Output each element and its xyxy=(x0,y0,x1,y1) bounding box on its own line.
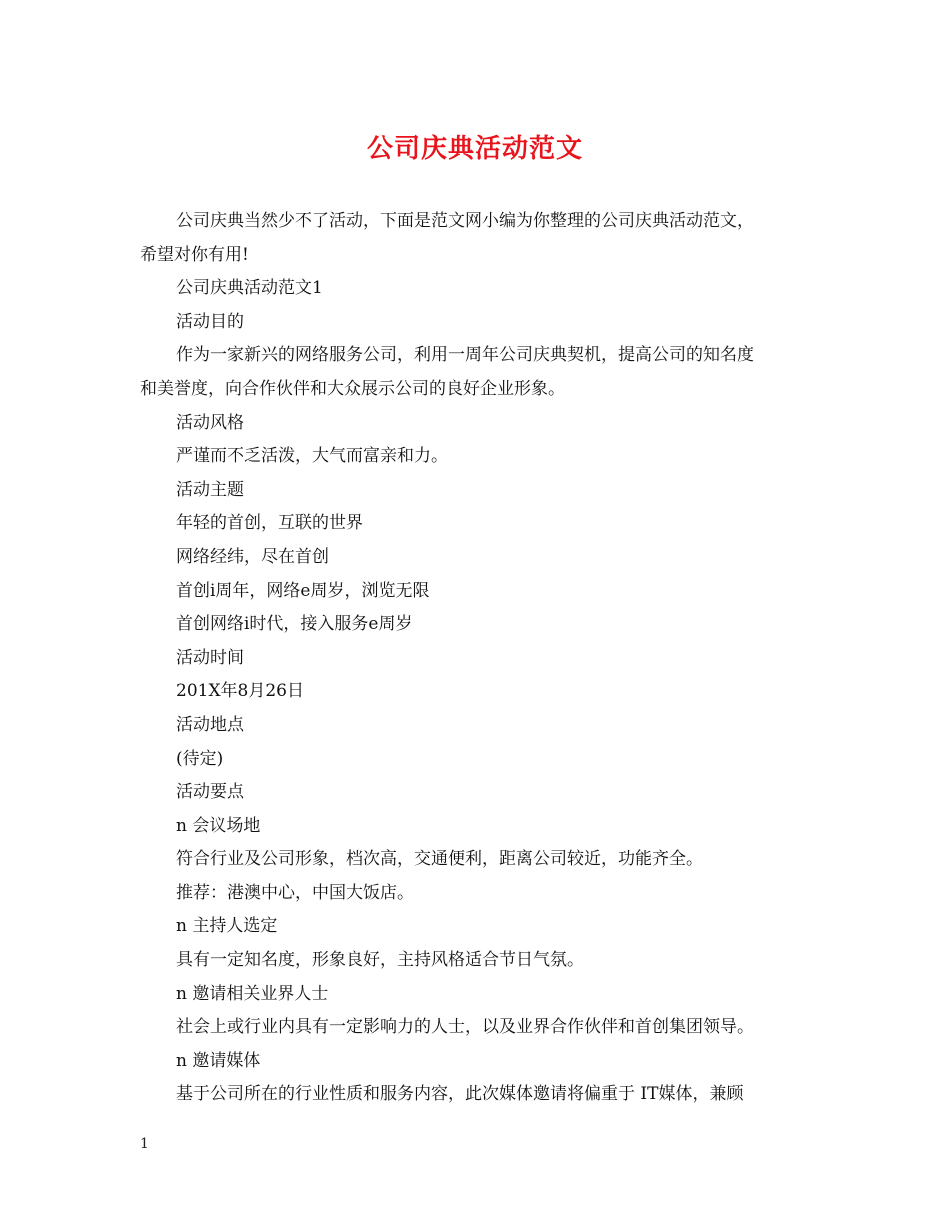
paragraph-line: 首创i周年，网络e周岁，浏览无限 xyxy=(176,580,430,601)
paragraph-line: 公司庆典当然少不了活动，下面是范文网小编为你整理的公司庆典活动范文， xyxy=(176,211,754,231)
subheading: 活动时间 xyxy=(176,647,244,668)
subheading: 活动主题 xyxy=(176,479,244,500)
paragraph-line: 推荐：港澳中心，中国大饭店。 xyxy=(176,882,414,903)
document-body xyxy=(140,205,812,1112)
paragraph-line: 严谨而不乏活泼，大气而富亲和力。 xyxy=(176,446,448,467)
paragraph-line: 网络经纬，尽在首创 xyxy=(176,546,329,567)
paragraph-line: 和美誉度，向合作伙伴和大众展示公司的良好企业形象。 xyxy=(140,378,565,399)
list-item: n 邀请相关业界人士 xyxy=(176,983,329,1004)
document-title: 公司庆典活动范文 xyxy=(366,134,583,164)
subheading: 活动地点 xyxy=(176,714,244,735)
paragraph-line: 首创网络i时代，接入服务e周岁 xyxy=(176,614,413,635)
paragraph-line: (待定) xyxy=(176,748,224,769)
paragraph-line: 基于公司所在的行业性质和服务内容，此次媒体邀请将偏重于 IT媒体，兼顾 xyxy=(176,1084,744,1105)
paragraph-line: 具有一定知名度，形象良好，主持风格适合节日气氛。 xyxy=(176,950,584,971)
page-number: 1 xyxy=(140,1136,149,1152)
section-title: 公司庆典活动范文1 xyxy=(176,278,323,299)
subheading: 活动要点 xyxy=(176,782,244,803)
paragraph-line: 作为一家新兴的网络服务公司，利用一周年公司庆典契机，提高公司的知名度 xyxy=(176,345,754,366)
paragraph-line: 希望对你有用! xyxy=(140,244,249,265)
paragraph-line: 年轻的首创，互联的世界 xyxy=(176,513,363,534)
paragraph-line: 201X年8月26日 xyxy=(176,681,304,702)
list-item: n 会议场地 xyxy=(176,815,261,836)
paragraph-line: 符合行业及公司形象，档次高，交通便利，距离公司较近，功能齐全。 xyxy=(176,849,703,870)
list-item: n 邀请媒体 xyxy=(176,1050,261,1071)
subheading: 活动目的 xyxy=(176,311,244,332)
subheading: 活动风格 xyxy=(176,412,244,433)
list-item: n 主持人选定 xyxy=(176,916,278,937)
paragraph-line: 社会上或行业内具有一定影响力的人士，以及业界合作伙伴和首创集团领导。 xyxy=(176,1017,754,1038)
